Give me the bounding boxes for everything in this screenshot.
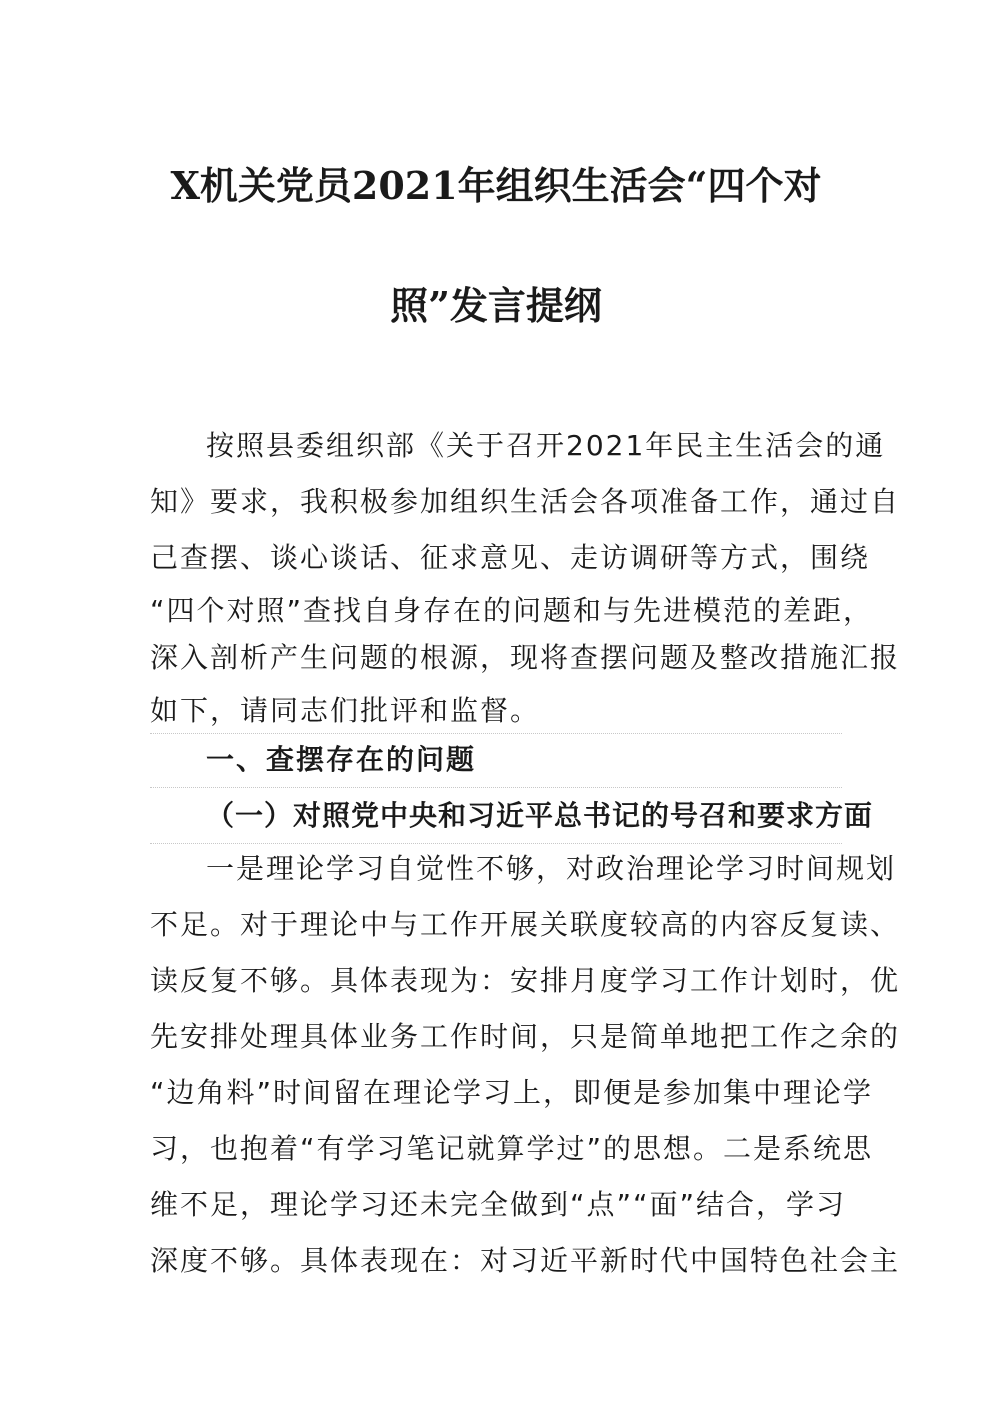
divider <box>150 733 842 734</box>
body-line: 深度不够。具体表现在：对习近平新时代中国特色社会主 <box>150 1244 901 1277</box>
divider <box>150 843 842 844</box>
intro-line: 知》要求，我积极参加组织生活会各项准备工作，通过自 <box>150 485 901 518</box>
body-line: 不足。对于理论中与工作开展关联度较高的内容反复读、 <box>150 908 901 941</box>
body-line: 维不足，理论学习还未完全做到“点”“面”结合，学习 <box>150 1188 847 1221</box>
document-title-line-1: X机关党员2021年组织生活会“四个对 <box>170 163 822 208</box>
body-line: “边角料”时间留在理论学习上，即便是参加集中理论学 <box>150 1076 874 1109</box>
body-line: 先安排处理具体业务工作时间，只是简单地把工作之余的 <box>150 1020 901 1053</box>
intro-line: 按照县委组织部《关于召开2021年民主生活会的通 <box>206 429 886 462</box>
document-title-line-2: 照”发言提纲 <box>390 283 602 328</box>
body-line: 一是理论学习自觉性不够，对政治理论学习时间规划 <box>206 852 897 885</box>
subsection-heading: （一）对照党中央和习近平总书记的号召和要求方面 <box>206 799 874 832</box>
body-line: 习，也抱着“有学习笔记就算学过”的思想。二是系统思 <box>150 1132 874 1165</box>
intro-line: 己查摆、谈心谈话、征求意见、走访调研等方式，围绕 <box>150 541 871 574</box>
intro-line: 深入剖析产生问题的根源，现将查摆问题及整改措施汇报 <box>150 641 901 674</box>
intro-line: “四个对照”查找自身存在的问题和与先进模范的差距， <box>150 594 874 627</box>
intro-line: 如下，请同志们批评和监督。 <box>150 694 541 727</box>
section-heading: 一、查摆存在的问题 <box>206 743 477 776</box>
divider <box>150 787 842 788</box>
body-line: 读反复不够。具体表现为：安排月度学习工作计划时，优 <box>150 964 901 997</box>
